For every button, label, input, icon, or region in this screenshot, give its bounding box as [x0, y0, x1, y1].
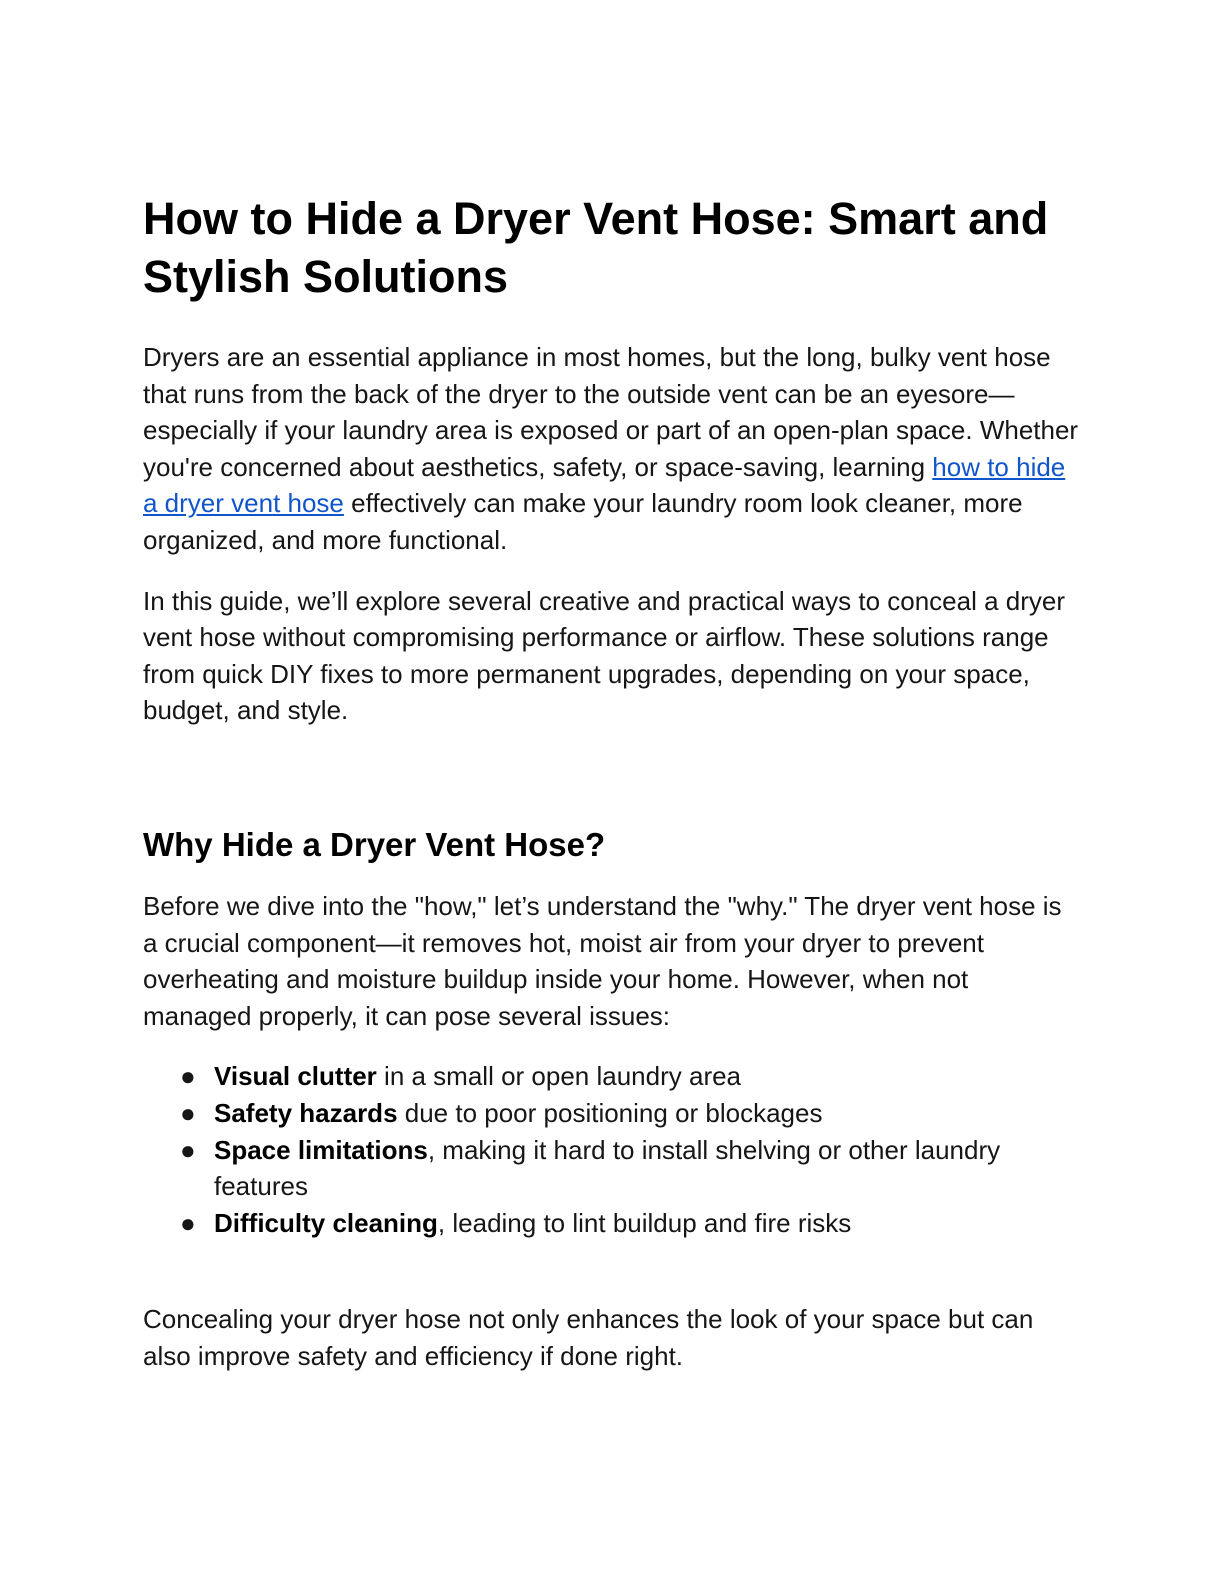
- section-heading: Why Hide a Dryer Vent Hose?: [143, 825, 606, 863]
- page-title: How to Hide a Dryer Vent Hose: Smart and Stylish Solutions: [143, 193, 1049, 302]
- list-item: [180, 1058, 1083, 1095]
- list-item-text: in a small or open laundry area: [376, 1061, 742, 1092]
- hide-dryer-vent-hose-link[interactable]: how to hide a dryer vent hose: [143, 451, 1066, 519]
- list-item-text: , leading to lint buildup and fire risks: [437, 1207, 852, 1238]
- list-item: [180, 1205, 1083, 1242]
- list-item-bold: Visual clutter: [214, 1061, 377, 1092]
- list-item-bold: Safety hazards: [214, 1097, 398, 1128]
- list-item-bold: Space limitations: [214, 1134, 428, 1165]
- document-page: [143, 190, 1083, 1398]
- list-item-text: , making it hard to install shelving or other laundry features: [214, 1134, 1001, 1202]
- list-item: [180, 1095, 1083, 1132]
- intro-text-before-link: Dryers are an essential appliance in most homes, but the long, bulky vent hose that runs from the back of the dryer to the outside vent can be an eyesore—especially if your laundry area is exposed or part of an open-plan space. Whether you're concerned about aesthetics, safety, or space-saving, learning: [143, 342, 1079, 482]
- issues-list: [143, 1058, 1083, 1241]
- list-item-text: due to poor positioning or blockages: [397, 1097, 823, 1128]
- section-paragraph: Before we dive into the "how," let’s understand the "why." The dryer vent hose is a crucial component—it removes hot, moist air from your dryer to prevent overheating and moisture buildup inside your home. However, when not managed properly, it can pose several issues:: [143, 890, 1062, 1031]
- bullet-icon: ●: [180, 1097, 196, 1128]
- bullet-icon: ●: [180, 1061, 196, 1092]
- bullet-icon: ●: [180, 1207, 196, 1238]
- guide-paragraph: In this guide, we’ll explore several creative and practical ways to conceal a dryer vent hose without compromising performance or airflow. These solutions range from quick DIY fixes to more permanent upgrades, depending on your space, budget, and style.: [143, 585, 1066, 726]
- closing-paragraph: Concealing your dryer hose not only enhances the look of your space but can also improve safety and efficiency if done right.: [143, 1304, 1034, 1371]
- list-item-bold: Difficulty cleaning: [214, 1207, 438, 1238]
- bullet-icon: ●: [180, 1134, 196, 1165]
- intro-text-after-link: effectively can make your laundry room look cleaner, more organized, and more functional.: [143, 488, 1023, 555]
- list-item: [180, 1132, 1083, 1205]
- intro-paragraph: [143, 339, 1083, 559]
